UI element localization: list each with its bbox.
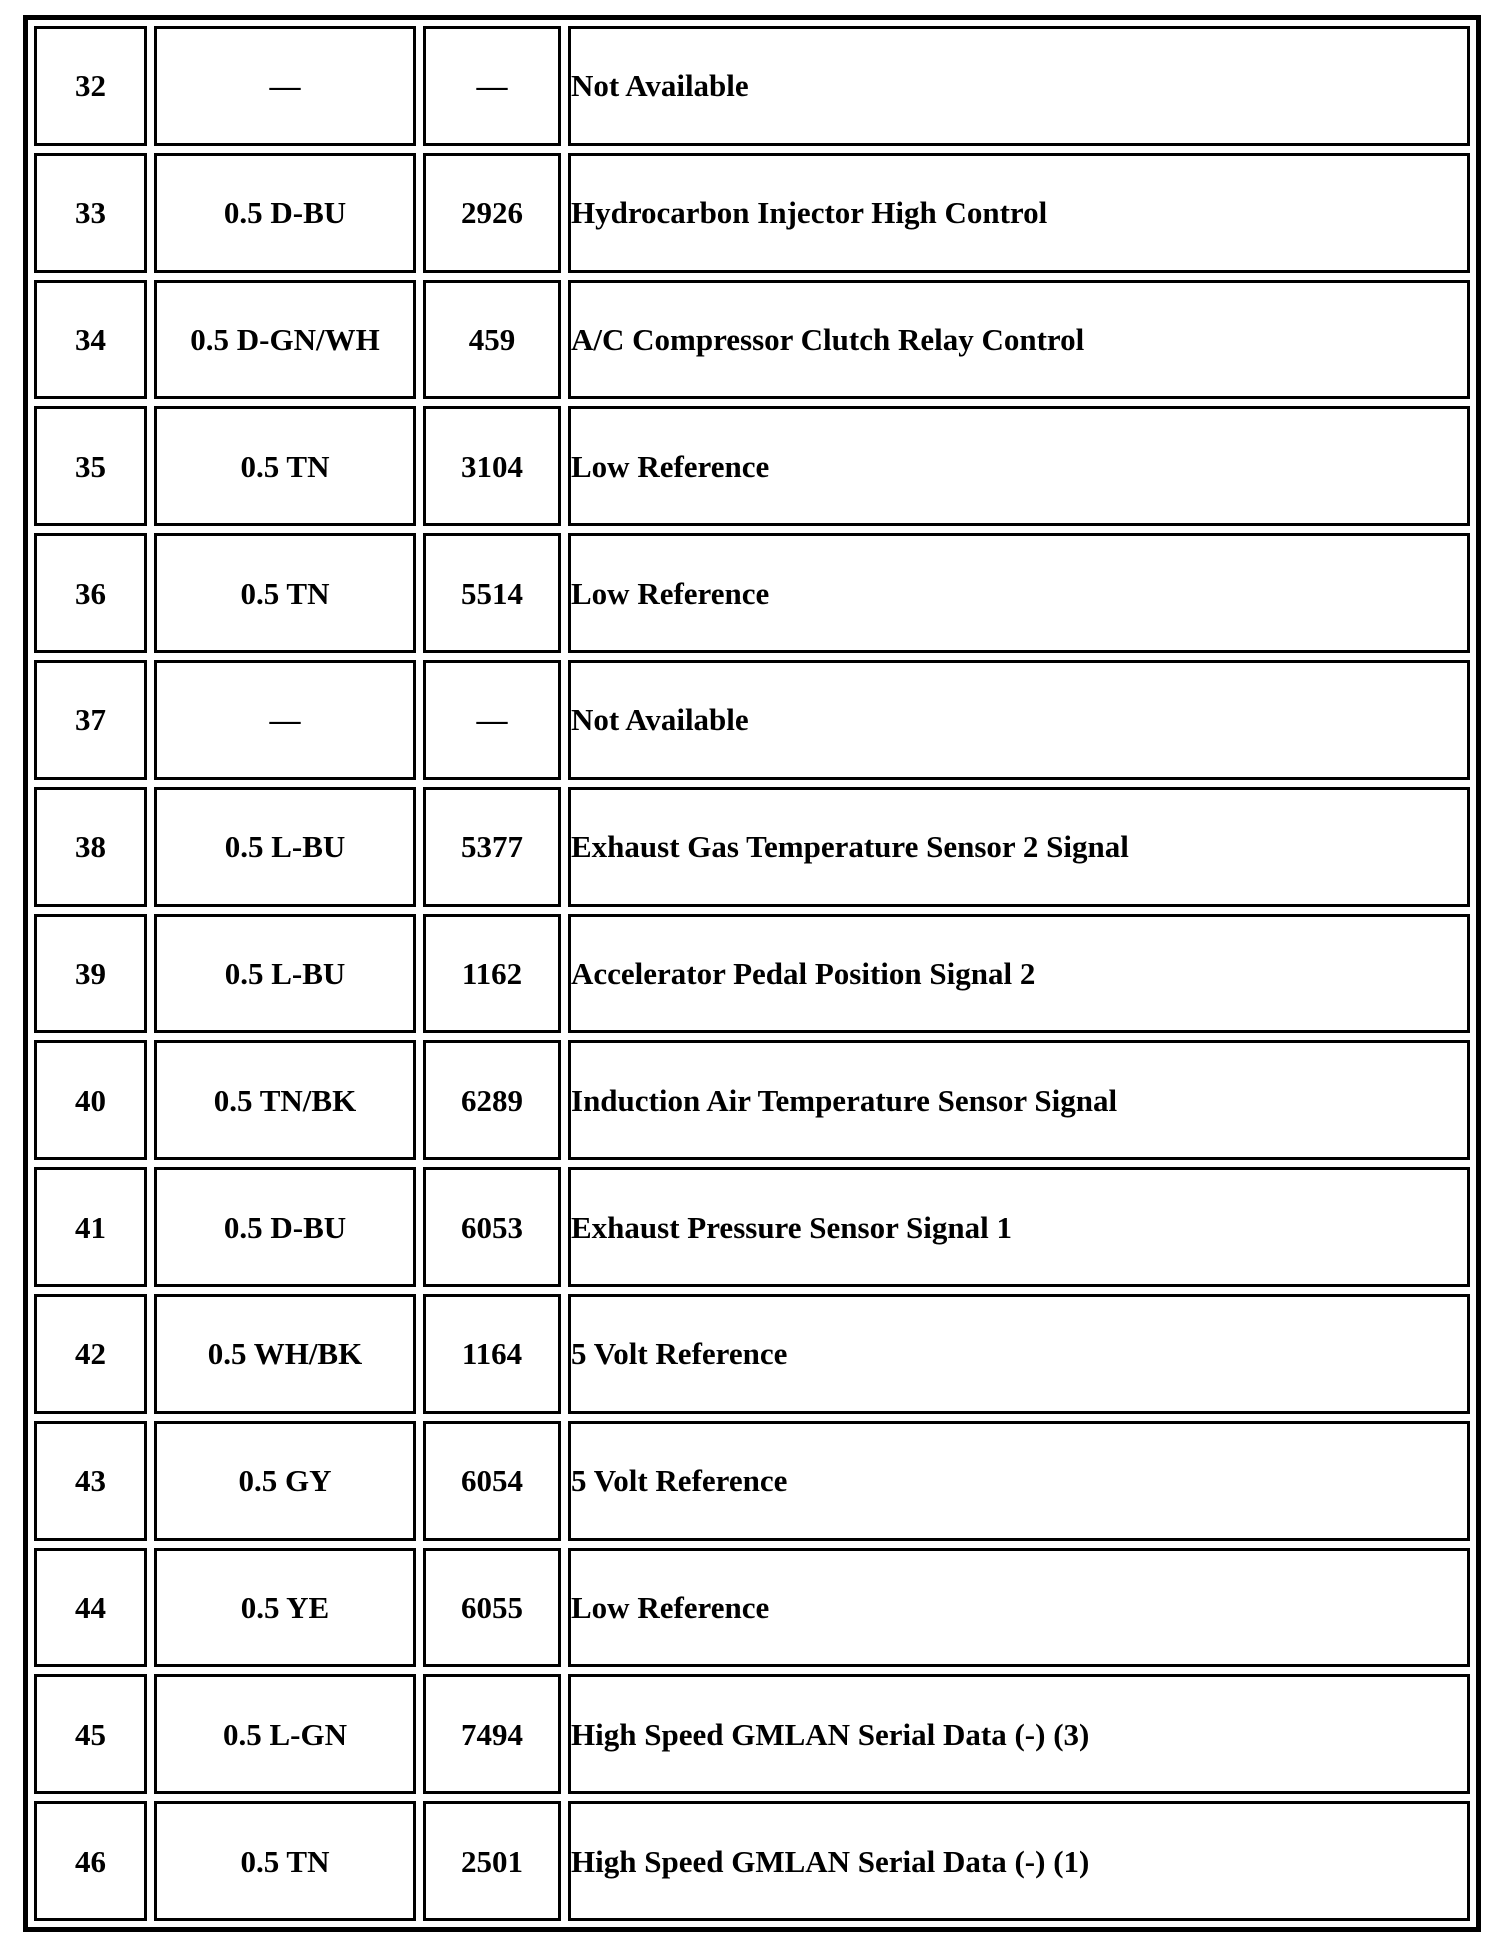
- function-cell: Low Reference: [568, 406, 1470, 526]
- wire-color-cell: 0.5 TN: [154, 533, 416, 653]
- function-cell: Accelerator Pedal Position Signal 2: [568, 914, 1470, 1034]
- wire-color-cell: 0.5 TN: [154, 1801, 416, 1921]
- pin-cell: 42: [34, 1294, 147, 1414]
- circuit-cell: 7494: [423, 1674, 561, 1794]
- table-row: [34, 1167, 1470, 1287]
- wire-color-cell: 0.5 D-BU: [154, 153, 416, 273]
- wire-color-cell: 0.5 L-GN: [154, 1674, 416, 1794]
- pin-cell: 46: [34, 1801, 147, 1921]
- wire-color-cell: 0.5 WH/BK: [154, 1294, 416, 1414]
- circuit-cell: 459: [423, 280, 561, 400]
- wire-color-cell: 0.5 TN: [154, 406, 416, 526]
- circuit-cell: 6055: [423, 1548, 561, 1668]
- pin-cell: 39: [34, 914, 147, 1034]
- pin-cell: 41: [34, 1167, 147, 1287]
- function-cell: Exhaust Gas Temperature Sensor 2 Signal: [568, 787, 1470, 907]
- circuit-cell: 6054: [423, 1421, 561, 1541]
- pin-cell: 37: [34, 660, 147, 780]
- pin-cell: 40: [34, 1040, 147, 1160]
- function-cell: Not Available: [568, 660, 1470, 780]
- table-row: [34, 1674, 1470, 1794]
- function-cell: Induction Air Temperature Sensor Signal: [568, 1040, 1470, 1160]
- function-cell: High Speed GMLAN Serial Data (-) (1): [568, 1801, 1470, 1921]
- circuit-cell: 6053: [423, 1167, 561, 1287]
- wire-color-cell: —: [154, 26, 416, 146]
- function-cell: Not Available: [568, 26, 1470, 146]
- circuit-cell: 1162: [423, 914, 561, 1034]
- circuit-cell: 5377: [423, 787, 561, 907]
- table-row: [34, 406, 1470, 526]
- table-row: [34, 26, 1470, 146]
- circuit-cell: 2926: [423, 153, 561, 273]
- wire-color-cell: 0.5 D-BU: [154, 1167, 416, 1287]
- circuit-cell: —: [423, 660, 561, 780]
- pin-cell: 38: [34, 787, 147, 907]
- connector-pinout-table: [27, 19, 1477, 1928]
- circuit-cell: —: [423, 26, 561, 146]
- function-cell: Low Reference: [568, 1548, 1470, 1668]
- wire-color-cell: 0.5 YE: [154, 1548, 416, 1668]
- pin-cell: 45: [34, 1674, 147, 1794]
- circuit-cell: 5514: [423, 533, 561, 653]
- wire-color-cell: —: [154, 660, 416, 780]
- function-cell: 5 Volt Reference: [568, 1294, 1470, 1414]
- table-row: [34, 1548, 1470, 1668]
- circuit-cell: 6289: [423, 1040, 561, 1160]
- function-cell: A/C Compressor Clutch Relay Control: [568, 280, 1470, 400]
- circuit-cell: 3104: [423, 406, 561, 526]
- pin-cell: 44: [34, 1548, 147, 1668]
- pin-cell: 32: [34, 26, 147, 146]
- wire-color-cell: 0.5 L-BU: [154, 914, 416, 1034]
- circuit-cell: 2501: [423, 1801, 561, 1921]
- table-row: [34, 787, 1470, 907]
- table-row: [34, 1421, 1470, 1541]
- function-cell: High Speed GMLAN Serial Data (-) (3): [568, 1674, 1470, 1794]
- table-row: [34, 1294, 1470, 1414]
- table-row: [34, 914, 1470, 1034]
- function-cell: 5 Volt Reference: [568, 1421, 1470, 1541]
- wire-color-cell: 0.5 D-GN/WH: [154, 280, 416, 400]
- circuit-cell: 1164: [423, 1294, 561, 1414]
- pin-cell: 35: [34, 406, 147, 526]
- table-row: [34, 280, 1470, 400]
- function-cell: Hydrocarbon Injector High Control: [568, 153, 1470, 273]
- wire-color-cell: 0.5 TN/BK: [154, 1040, 416, 1160]
- function-cell: Low Reference: [568, 533, 1470, 653]
- table-row: [34, 1040, 1470, 1160]
- wire-color-cell: 0.5 GY: [154, 1421, 416, 1541]
- pin-cell: 36: [34, 533, 147, 653]
- table-row: [34, 533, 1470, 653]
- table-row: [34, 660, 1470, 780]
- pin-cell: 43: [34, 1421, 147, 1541]
- wire-color-cell: 0.5 L-BU: [154, 787, 416, 907]
- table-row: [34, 153, 1470, 273]
- table-row: [34, 1801, 1470, 1921]
- pin-cell: 34: [34, 280, 147, 400]
- pin-cell: 33: [34, 153, 147, 273]
- function-cell: Exhaust Pressure Sensor Signal 1: [568, 1167, 1470, 1287]
